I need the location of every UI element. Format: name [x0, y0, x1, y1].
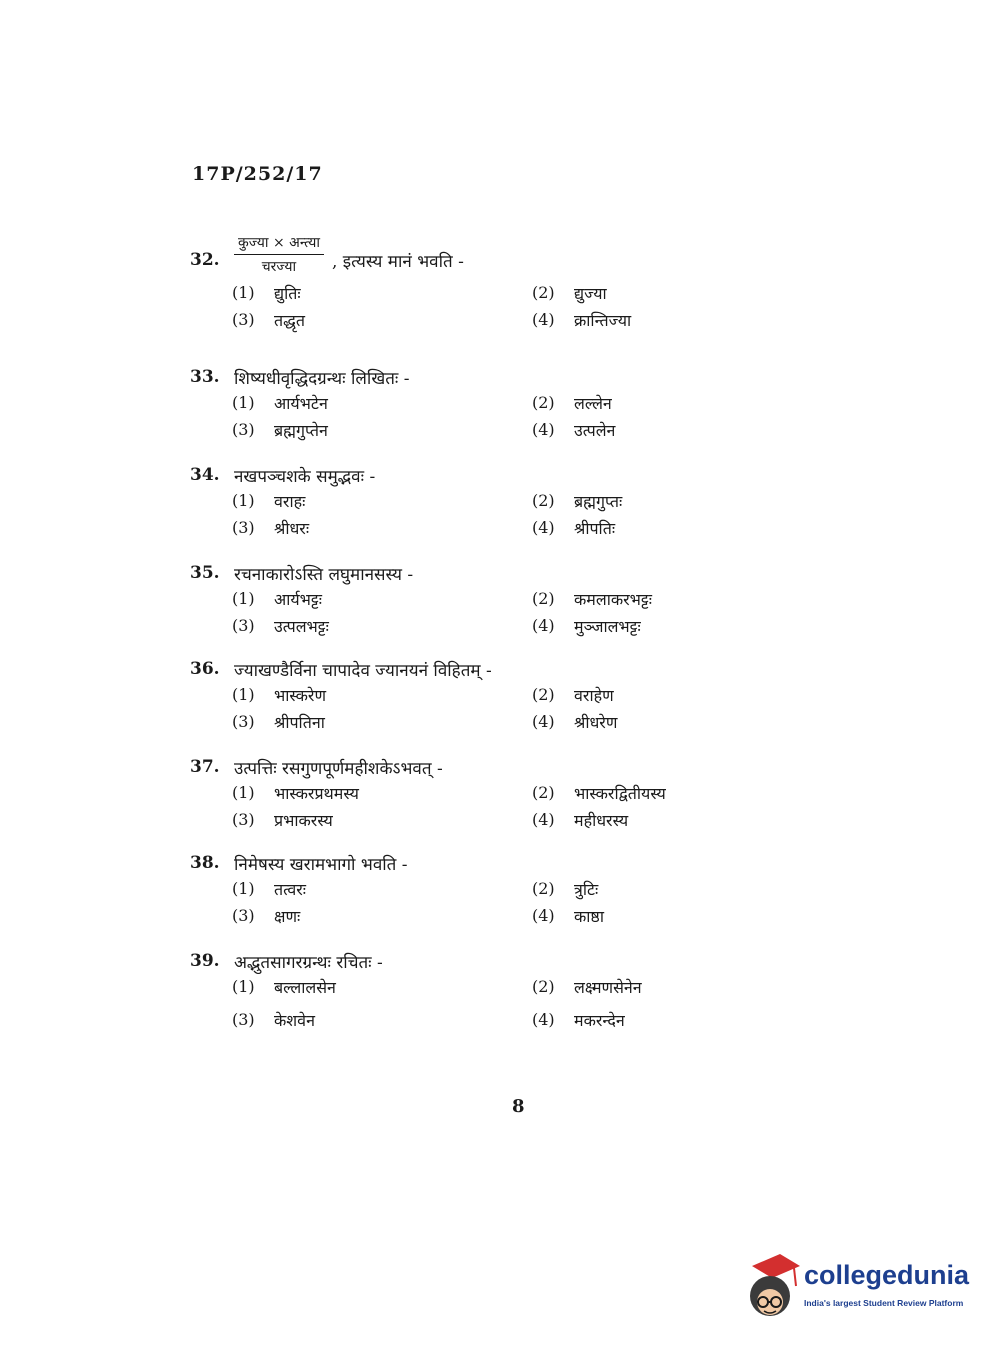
option-1: (1) तत्वरः: [232, 879, 307, 899]
question-text: अद्भुतसागरग्रन्थः रचितः -: [234, 952, 383, 973]
option-2: (2) कमलाकरभट्टः: [532, 589, 652, 609]
options: [232, 780, 710, 832]
option-1: (1) भास्करेण: [232, 685, 327, 705]
option-3: (3) ब्रह्मगुप्तेन: [232, 420, 328, 440]
collegedunia-logo[interactable]: [742, 1252, 972, 1322]
question-text: निमेषस्य खरामभागो भवति -: [234, 854, 408, 875]
option-4: (4) क्रान्तिज्या: [532, 310, 632, 330]
question-text: उत्पत्तिः रसगुणपूर्णमहीशकेऽभवत् -: [234, 758, 443, 779]
option-4: (4) श्रीधरेण: [532, 712, 618, 732]
option-4: (4) काष्ठा: [532, 906, 605, 926]
option-4: (4) उत्पलेन: [532, 420, 616, 440]
option-2: (2) त्रुटिः: [532, 879, 599, 899]
option-3: (3) क्षणः: [232, 906, 301, 926]
question-number: 38.: [190, 853, 220, 873]
question-number: 35.: [190, 563, 220, 583]
option-1: (1) द्युतिः: [232, 283, 301, 303]
option-2: (2) द्युज्या: [532, 283, 607, 303]
mascot-icon: [742, 1252, 802, 1322]
logo-tagline: India's largest Student Review Platform: [804, 1298, 964, 1308]
question-38: [190, 850, 710, 928]
question-text: नखपञ्चशके समुद्भवः -: [234, 466, 376, 487]
option-3: (3) श्रीधरः: [232, 518, 310, 538]
option-2: (2) लल्लेन: [532, 393, 612, 413]
question-36: [190, 656, 710, 734]
question-number: 32.: [190, 250, 220, 270]
option-3: (3) तद्धृत: [232, 310, 306, 330]
fraction-numerator: कुज्या × अन्त्या: [234, 233, 324, 255]
logo-wordmark: collegedunia: [804, 1260, 970, 1290]
option-2: (2) लक्ष्मणसेनेन: [532, 977, 642, 997]
question-34: [190, 462, 710, 540]
option-1: (1) बल्लालसेन: [232, 977, 336, 997]
option-2: (2) भास्करद्वितीयस्य: [532, 783, 666, 803]
options: [232, 586, 710, 638]
page-number: 8: [512, 1096, 525, 1117]
option-1: (1) वराहः: [232, 491, 306, 511]
option-3: (3) प्रभाकरस्य: [232, 810, 333, 830]
option-1: (1) आर्यभटेन: [232, 393, 328, 413]
question-number: 33.: [190, 367, 220, 387]
question-39: [190, 948, 710, 1032]
options: [232, 876, 710, 928]
option-1: (1) भास्करप्रथमस्य: [232, 783, 359, 803]
paper-code: 17P/252/17: [192, 163, 323, 185]
question-number: 34.: [190, 465, 220, 485]
option-4: (4) महीधरस्य: [532, 810, 629, 830]
question-text: शिष्यधीवृद्धिदग्रन्थः लिखितः -: [234, 368, 410, 389]
fraction-denominator: चरज्या: [261, 258, 297, 275]
question-32: [190, 234, 710, 332]
question-text: , इत्यस्य मानं भवति -: [331, 251, 464, 272]
question-text: रचनाकारोऽस्ति लघुमानसस्य -: [234, 564, 414, 585]
options: [232, 974, 710, 1032]
question-35: [190, 560, 710, 638]
question-37: [190, 754, 710, 832]
options: [232, 280, 710, 332]
options: [232, 488, 710, 540]
question-number: 36.: [190, 659, 220, 679]
option-2: (2) ब्रह्मगुप्तः: [532, 491, 623, 511]
option-3: (3) श्रीपतिना: [232, 712, 325, 732]
options: [232, 682, 710, 734]
option-3: (3) केशवेन: [232, 1010, 315, 1030]
option-4: (4) श्रीपतिः: [532, 518, 616, 538]
option-3: (3) उत्पलभट्टः: [232, 616, 329, 636]
option-4: (4) मुञ्जालभट्टः: [532, 616, 641, 636]
option-4: (4) मकरन्देन: [532, 1010, 625, 1030]
fraction: [234, 233, 324, 276]
question-number: 37.: [190, 757, 220, 777]
option-2: (2) वराहेण: [532, 685, 614, 705]
option-1: (1) आर्यभट्टः: [232, 589, 322, 609]
question-33: [190, 364, 710, 442]
question-text: ज्याखण्डैर्विना चापादेव ज्यानयनं विहितम् -: [234, 660, 492, 681]
options: [232, 390, 710, 442]
question-number: 39.: [190, 951, 220, 971]
